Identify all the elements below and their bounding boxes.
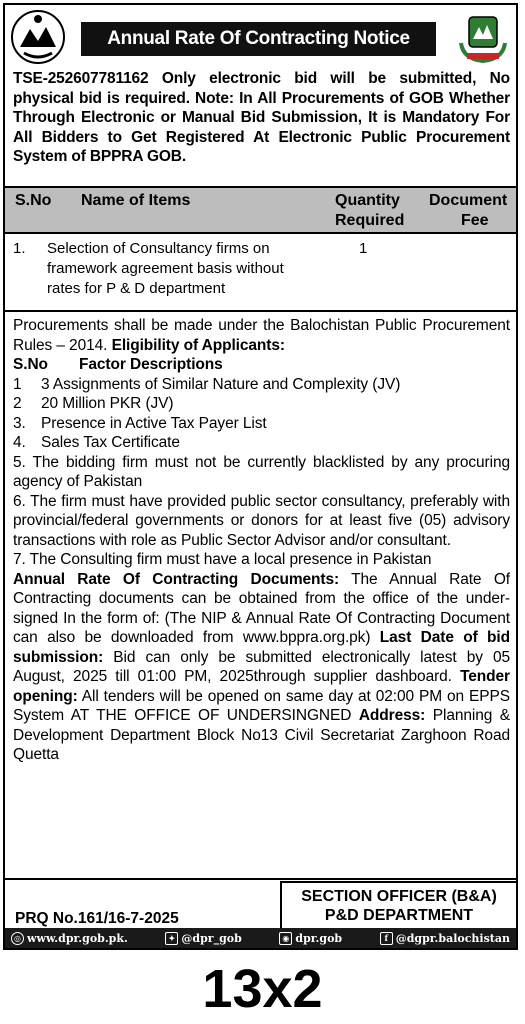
tender-heading: Tender opening: xyxy=(13,668,510,705)
notice-body xyxy=(13,316,510,765)
social-text: @dpr_gob xyxy=(181,931,242,945)
globe-icon: ◎ xyxy=(11,932,24,945)
signature-block xyxy=(280,881,516,931)
list-item xyxy=(13,375,510,395)
list-item xyxy=(13,414,510,434)
factor-text: 3 Assignments of Similar Nature and Complexity (JV) xyxy=(41,375,401,393)
col-sno: S.No xyxy=(15,192,52,209)
procurement-rules-text: Procurements shall be made under the Balochistan Public Procurement Rules – 2014. xyxy=(13,317,510,354)
factor-number: 4. xyxy=(13,434,26,451)
procurement-rules-paragraph xyxy=(13,316,510,355)
signature-title: SECTION OFFICER (B&A) xyxy=(301,888,497,905)
list-item xyxy=(13,394,510,414)
docs-heading: Annual Rate Of Contracting Documents: xyxy=(13,570,340,588)
factor-head-sno: S.No xyxy=(13,356,48,373)
docs-text: The Annual Rate Of Contracting documents can be obtained from the office of the under-signed In the form of: (The NIP & Annual Rate Of Contracting Document can also be downloaded from www.bppra.org.pk) xyxy=(13,570,510,646)
documents-paragraph xyxy=(13,570,510,765)
factor-text: Presence in Active Tax Payer List xyxy=(41,414,267,432)
eligibility-heading: Eligibility of Applicants: xyxy=(111,336,285,354)
factor-text: 20 Million PKR (JV) xyxy=(41,395,174,412)
col-items: Name of Items xyxy=(81,192,191,209)
col-qty-1: Quantity xyxy=(335,192,400,209)
twitter-icon: ✦ xyxy=(165,932,178,945)
factor-7-text: 7. The Consulting firm must have a local presence in Pakistan xyxy=(13,551,432,568)
col-doc-2: Fee xyxy=(461,212,489,229)
row-sno: 1. xyxy=(13,240,26,257)
ad-size-label: 13x2 xyxy=(202,959,323,1019)
notice-title: Annual Rate Of Contracting Notice xyxy=(81,22,436,56)
dpr-balochistan-emblem-icon xyxy=(455,9,511,65)
notice-frame xyxy=(3,3,518,950)
social-bar xyxy=(5,928,516,948)
social-facebook[interactable] xyxy=(380,932,510,945)
last-date-heading: Last Date of bid submission: xyxy=(13,629,510,666)
divider xyxy=(5,878,516,880)
factor-number: 3. xyxy=(13,414,26,432)
row-item-line: framework agreement basis without xyxy=(47,260,284,277)
social-website[interactable] xyxy=(11,932,128,945)
facebook-icon: f xyxy=(380,932,393,945)
divider xyxy=(5,310,516,312)
signature-department: P&D DEPARTMENT xyxy=(324,907,474,924)
factor-number: 1 xyxy=(13,375,22,393)
row-qty: 1 xyxy=(359,240,368,257)
row-item-line: Selection of Consultancy firms on xyxy=(47,240,270,257)
social-text: www.dpr.gob.pk. xyxy=(27,931,128,945)
tse-notice-text: TSE-252607781162 Only electronic bid will be submitted, No physical bid is required. Note: In All Procurements of GOB Whether Through Electronic or Manual Bid Submission, It is Mandatory For All Bidders to Get Registered At Electronic Public Procurement System of BPPRA GOB. xyxy=(13,70,510,165)
address-heading: Address: xyxy=(358,707,426,724)
notice-header xyxy=(5,5,516,71)
items-table-header xyxy=(5,186,516,234)
instagram-icon: ◉ xyxy=(279,932,292,945)
factor-head-desc: Factor Descriptions xyxy=(79,356,223,373)
social-text: @dgpr.balochistan xyxy=(395,931,510,945)
tender-text: All tenders will be opened on same day at 02:00 PM on EPPS System AT THE OFFICE OF UNDERSINGNED xyxy=(13,687,510,724)
social-text: dpr.gob xyxy=(295,931,343,945)
col-qty-2: Required xyxy=(335,212,405,229)
col-doc-1: Document xyxy=(429,192,508,209)
list-item xyxy=(13,433,510,453)
row-item-line: rates for P & D department xyxy=(47,280,226,297)
social-twitter[interactable] xyxy=(165,932,241,945)
last-date-text: Bid can only be submitted electronically latest by 05 August, 2025 till 01:00 PM, 2025through supplier dashboard. xyxy=(13,648,510,685)
factor-6-text: 6. The firm must have provided public sector consultancy, preferably with provincial/federal governments or donors for at least five (05) advisory transactions with role as Public Sector Advisor and/or consultant. xyxy=(13,492,510,549)
factor-number: 2 xyxy=(13,395,22,412)
social-instagram[interactable] xyxy=(279,932,342,945)
factor-5-text: 5. The bidding firm must not be currently blacklisted by any procuring agency of Pakistan xyxy=(13,453,510,490)
factor-header xyxy=(13,355,510,375)
factor-text: Sales Tax Certificate xyxy=(41,434,180,451)
prq-number: PRQ No.161/16-7-2025 xyxy=(15,910,179,927)
balochistan-govt-emblem-icon xyxy=(10,9,66,65)
address-text: Planning & Development Department Block No13 Civil Secretariat Zarghoon Road Quetta xyxy=(13,707,510,763)
row-item xyxy=(47,239,327,299)
